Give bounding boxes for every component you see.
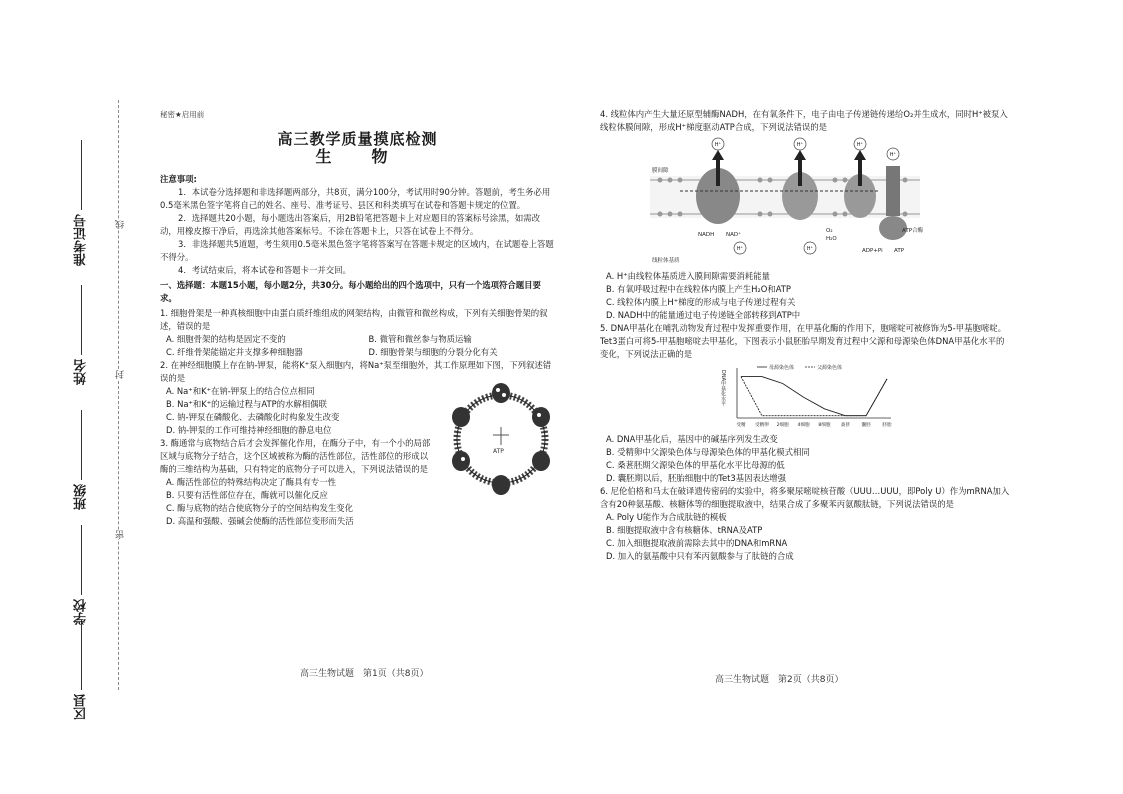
chart-series-group xyxy=(741,377,887,416)
x-tick-label: 2细胞 xyxy=(776,423,789,428)
class-field xyxy=(72,410,91,510)
question-4-stem: 4. 线粒体内产生大量还原型辅酶NADH，在有氧条件下，电子由电子传递链传递给O₂并生成水，同时H⁺被泵入线粒体膜间隙，形成H⁺梯度驱动ATP合成，下列说法错误的是 xyxy=(600,109,1008,132)
binding-margin xyxy=(70,100,130,720)
nad-label: NAD⁺ xyxy=(726,232,742,238)
note-item: 3．非选择题共5道题，考生须用0.5毫米黑色签字笔将答案写在答题卡规定的区域内，在试题卷上答题不得分。 xyxy=(160,239,554,262)
option-a: A. 细胞骨架的结构是固定不变的 xyxy=(166,334,286,344)
nadh-label: NADH xyxy=(698,232,715,238)
matrix-label: 线粒体基质 xyxy=(652,258,680,264)
h-plus-label: H⁺ xyxy=(856,142,864,148)
question-1-stem: 1. 细胞骨架是一种真核细胞中由蛋白质纤维组成的网架结构，由微管和微丝构成，下列有关细胞骨架的叙述，错误的是 xyxy=(160,308,548,331)
seal-mark-xian: 线 xyxy=(116,220,126,229)
h-plus-label: H⁺ xyxy=(714,142,722,148)
legend-maternal: 母源染色体 xyxy=(769,365,795,371)
page-footer-right: 高三生物试题 第2页（共8页） xyxy=(715,675,844,685)
option-d: D. 加入的氨基酸中只有苯丙氨酸参与了肽链的合成 xyxy=(606,551,794,561)
question-4-options xyxy=(600,270,1010,322)
right-column xyxy=(600,108,1010,563)
option-c: C. 钠-钾泵在磷酸化、去磷酸化时构象发生改变 xyxy=(166,412,340,422)
exam-id-label: 准考证号 xyxy=(74,214,89,266)
subject-title: 生 物 xyxy=(315,147,400,166)
atp-label: ATP xyxy=(894,248,905,254)
question-2 xyxy=(160,359,555,455)
atp-synthase-label: ATP合酶 xyxy=(902,228,924,234)
series-line-maternal xyxy=(741,377,887,416)
h-plus-label: H⁺ xyxy=(889,152,897,158)
option-b: B. 有氧呼吸过程中在线粒体内膜上产生H₂O和ATP xyxy=(606,284,791,294)
question-6-options xyxy=(600,511,1010,563)
h2o-label: H₂O xyxy=(826,236,837,242)
option-b: B. Na⁺和K⁺的运输过程与ATP的水解相偶联 xyxy=(166,399,327,409)
seal-mark-mi: 密 xyxy=(116,530,126,539)
svg-text:ATP: ATP xyxy=(493,448,504,455)
h-plus-label: H⁺ xyxy=(806,246,814,252)
option-c: C. 线粒体内膜上H⁺梯度的形成与电子传递过程有关 xyxy=(606,297,796,307)
option-b: B. 只要有活性部位存在，酶就可以催化反应 xyxy=(166,490,328,500)
x-tick-label: 囊胚 xyxy=(861,423,871,428)
left-column xyxy=(160,108,555,528)
option-a: A. Poly U能作为合成肽链的模板 xyxy=(606,512,727,522)
option-c: C. 酶与底物的结合使底物分子的空间结构发生变化 xyxy=(166,503,354,513)
question-3-stem: 3. 酶通常与底物结合后才会发挥催化作用，在酶分子中，有一个小的局部区域与底物分子结合，这个区域被称为酶的活性部位，活性部位的形成以酶的三维结构为基础，只有特定的底物分子可以进入，下列说法错误的是 xyxy=(160,438,431,474)
x-tick-label: 受精卵 xyxy=(755,423,769,428)
school-label: 学校 xyxy=(74,599,89,625)
question-1-options xyxy=(160,333,555,359)
classification: 秘密★启用前 xyxy=(160,110,205,119)
section-heading: 一、选择题：本题15小题，每小题2分，共30分。每小题给出的四个选项中，只有一个选项符合题目要求。 xyxy=(160,280,541,303)
region-field xyxy=(72,620,91,720)
option-c: C. 桑葚胚期父源染色体的甲基化水平比母源的低 xyxy=(606,460,785,470)
option-b: B. 微管和微丝参与物质运输 xyxy=(368,334,472,344)
x-tick-label: 4细胞 xyxy=(797,423,810,428)
sodium-potassium-pump-diagram xyxy=(441,379,561,497)
option-d: D. 高温和强酸、强碱会使酶的活性部位变形而失活 xyxy=(166,516,354,526)
note-item: 2．选择题共20小题，每小题选出答案后，用2B铅笔把答题卡上对应题目的答案标号涂黑，如需改动，用橡皮擦干净后，再选涂其他答案标号。不涂在答题卡上，只答在试卷上不得分。 xyxy=(160,213,541,236)
school-field xyxy=(72,525,91,625)
question-5-stem: 5. DNA甲基化在哺乳动物发育过程中发挥重要作用，在甲基化酶的作用下，胞嘧啶可被修饰为5-甲基胞嘧啶。Tet3蛋白可将5-甲基胞嘧啶去甲基化，下图表示小鼠胚胎早期发育过程中父源和母源染色体DNA甲基化水平的变化，下列说法正确的是 xyxy=(600,323,1006,359)
name-field xyxy=(72,285,91,385)
seal-line xyxy=(118,100,119,690)
option-d: D. 囊胚期以后，胚胎细胞中的Tet3基因表达增强 xyxy=(606,473,786,483)
class-label: 班级 xyxy=(74,484,89,510)
option-a: A. Na⁺和K⁺在钠-钾泵上的结合位点相同 xyxy=(166,386,315,396)
seal-mark-feng: 封 xyxy=(116,370,126,379)
option-b: B. 细胞提取液中含有核糖体、tRNA及ATP xyxy=(606,525,763,535)
option-a: A. DNA甲基化后，基因中的碱基序列发生改变 xyxy=(606,434,778,444)
o2-label: O₂ xyxy=(826,228,833,234)
region-label: 区县 xyxy=(74,694,89,720)
option-d: D. NADH中的能量通过电子传递链全部转移到ATP中 xyxy=(606,310,801,320)
adp-label: ADP+Pi xyxy=(862,248,883,254)
membrane-space-label: 膜间隙 xyxy=(652,168,669,174)
question-2-stem: 2. 在神经细胞膜上存在钠-钾泵，能将K⁺泵入细胞内，将Na⁺泵至细胞外，其工作原理如下图，下列叙述错误的是 xyxy=(160,360,552,383)
legend-paternal: 父源染色体 xyxy=(817,365,843,371)
series-line-paternal xyxy=(741,377,887,416)
x-tick-label: 受精 xyxy=(736,423,746,428)
option-d: D. 钠-钾泵的工作可维持神经细胞的静息电位 xyxy=(166,425,332,435)
h-plus-label: H⁺ xyxy=(736,246,744,252)
question-6-stem: 6. 尼伦伯格和马太在破译遗传密码的实验中，将多聚尿嘧啶核苷酸（UUU…UUU，即Poly U）作为mRNA加入含有20种氨基酸、核糖体等的细胞提取液中，结果合成了多聚苯丙氨酸肽链，下列说法错误的是 xyxy=(600,486,1010,509)
y-axis-label: DNA甲基化水平 xyxy=(720,370,726,407)
option-d: D. 细胞骨架与细胞的分裂分化有关 xyxy=(368,347,498,357)
question-5-options xyxy=(600,433,1010,485)
page-footer-left: 高三生物试题 第1页（共8页） xyxy=(300,669,429,679)
chart-ticks-group xyxy=(736,421,892,428)
exam-title: 高三教学质量摸底检测 xyxy=(277,130,438,148)
h-plus-label: H⁺ xyxy=(796,142,804,148)
option-c: C. 纤维骨架能锚定并支撑多种细胞器 xyxy=(166,347,303,357)
option-b: B. 受精卵中父源染色体与母源染色体的甲基化模式相同 xyxy=(606,447,810,457)
exam-id-field xyxy=(72,140,91,266)
methylation-chart xyxy=(715,362,895,432)
option-a: A. H⁺由线粒体基质进入膜间隙需要消耗能量 xyxy=(606,271,770,281)
name-label: 姓名 xyxy=(74,359,89,385)
notes-heading: 注意事项: xyxy=(160,174,197,184)
electron-transport-chain-diagram xyxy=(650,136,924,268)
option-a: A. 酶活性部位的特殊结构决定了酶具有专一性 xyxy=(166,477,337,487)
note-item: 4．考试结束后，将本试卷和答题卡一并交回。 xyxy=(178,265,351,275)
note-item: 1．本试卷分选择题和非选择题两部分，共8页，满分100分，考试用时90分钟。答题前，考生务必用0.5毫米黑色签字笔将自己的姓名、座号、准考证号、县区和科类填写在试卷和答题卡规定的位置。 xyxy=(160,187,551,210)
x-tick-label: 桑葚 xyxy=(840,423,850,428)
option-c: C. 加入细胞提取液前需除去其中的DNA和mRNA xyxy=(606,538,788,548)
x-tick-label: 8细胞 xyxy=(818,423,831,428)
x-tick-label: 胚胎 xyxy=(882,423,892,428)
